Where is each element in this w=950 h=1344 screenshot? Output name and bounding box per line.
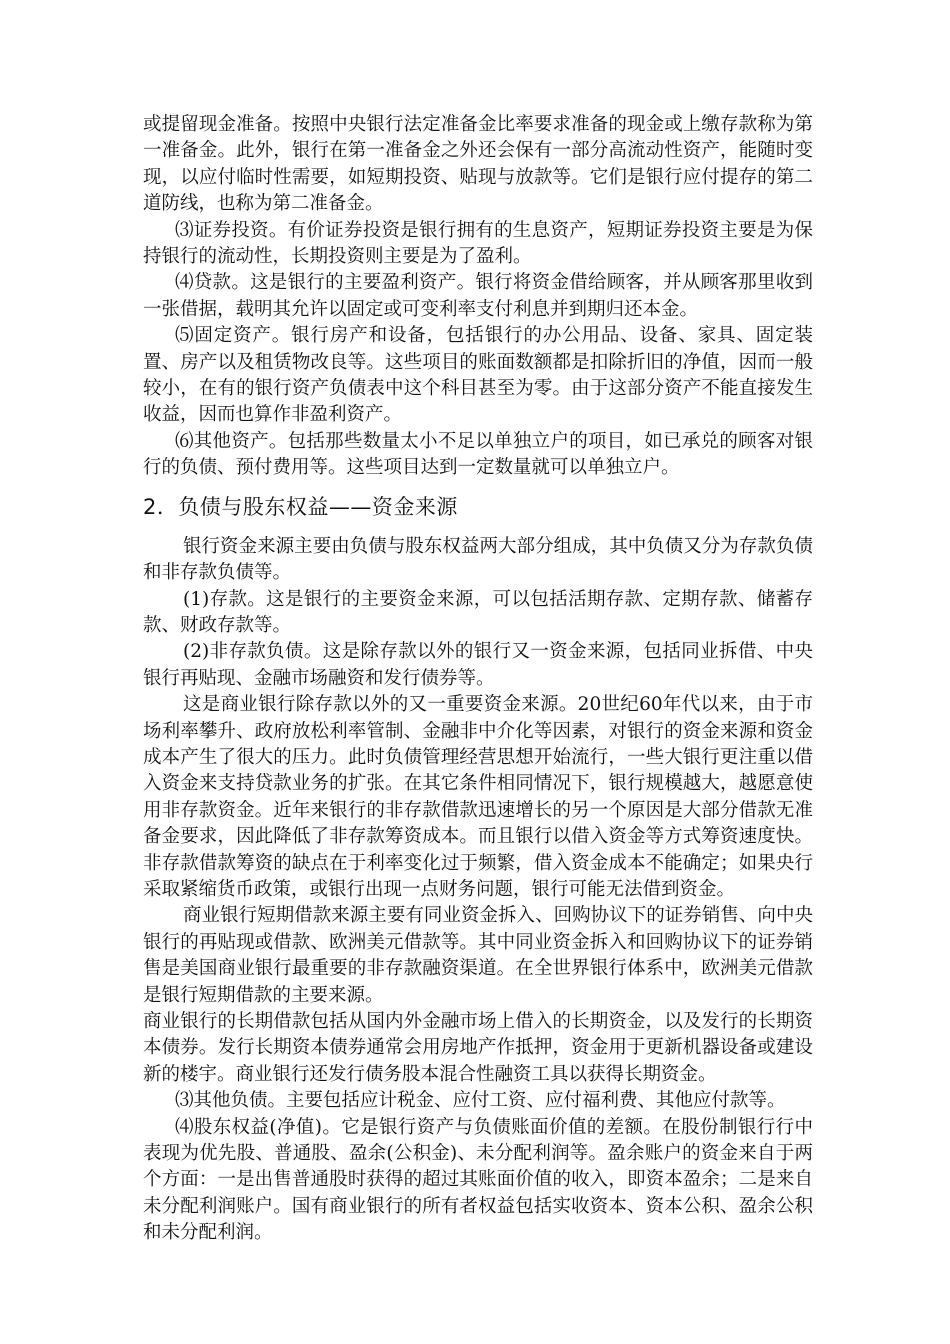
paragraph-other-assets: ⑹其他资产。包括那些数量太小不足以单独立户的项目，如已承兑的顾客对银行的负债、预付费用等。这些项目达到一定数量就可以单独立户。 (143, 430, 813, 479)
paragraph-reserves: 或提留现金准备。按照中央银行法定准备金比率要求准备的现金或上缴存款称为第一准备金。此外，银行在第一准备金之外还会保有一部分高流动性资产，能随时变现，以应付临时性需要，如短期投资、贴现与放款等。它们是银行应付提存的第二道防线，也称为第二准备金。 (143, 114, 813, 215)
paragraph-funding-source: 这是商业银行除存款以外的又一重要资金来源。20世纪60年代以来，由于市场利率攀升、政府放松利率管制、金融非中介化等因素，对银行的资金来源和资金成本产生了很大的压力。此时负债管理经营思想开始流行，一些大银行更注重以借入资金来支持贷款业务的扩张。在其它条件相同情况下，银行规模越大，越愿意使用非存款资金。近年来银行的非存款借款迅速增长的另一个原因是大部分借款无准备金要求，因此降低了非存款筹资成本。而且银行以借入资金等方式筹资速度快。非存款借款筹资的缺点在于利率变化过于频繁，借入资金成本不能确定；如果央行采取紧缩货币政策，或银行出现一点财务问题，银行可能无法借到资金。 (143, 694, 813, 900)
paragraph-loans: ⑷贷款。这是银行的主要盈利资产。银行将资金借给顾客，并从顾客那里收到一张借据，载明其允许以固定或可变利率支付利息并到期归还本金。 (143, 272, 813, 320)
paragraph-short-term: 商业银行短期借款来源主要有同业资金拆入、回购协议下的证券销售、向中央银行的再贴现或借款、欧洲美元借款等。其中同业资金拆入和回购协议下的证券销售是美国商业银行最重要的非存款融资渠道。在全世界银行体系中，欧洲美元借款是银行短期借款的主要来源。 (143, 905, 813, 1006)
document-page (143, 112, 813, 1247)
paragraph-securities: ⑶证券投资。有价证券投资是银行拥有的生息资产，短期证券投资主要是为保持银行的流动性，长期投资则主要是为了盈利。 (143, 219, 813, 268)
paragraph-other-liabilities: ⑶其他负债。主要包括应计税金、应付工资、应付福利费、其他应付款等。 (175, 1090, 786, 1112)
section-heading: 2．负债与股东权益——资金来源 (143, 494, 458, 519)
paragraph-fixed-assets: ⑸固定资产。银行房产和设备，包括银行的办公用品、设备、家具、固定装置、房产以及租赁物改良等。这些项目的账面数额都是扣除折旧的净值，因而一般较小，在有的银行资产负债表中这个科目甚至为零。由于这部分资产不能直接发生收益，因而也算作非盈利资产。 (143, 325, 813, 426)
paragraph-deposits: (1)存款。这是银行的主要资金来源，可以包括活期存款、定期存款、储蓄存款、财政存款等。 (143, 588, 813, 636)
paragraph-intro: 银行资金来源主要由负债与股东权益两大部分组成，其中负债又分为存款负债和非存款负债等。 (143, 535, 813, 584)
paragraph-long-term: 商业银行的长期借款包括从国内外金融市场上借入的长期资金，以及发行的长期资本债券。发行长期资本债券通常会用房地产作抵押，资金用于更新机器设备或建设新的楼宇。商业银行还发行债务股本混合性融资工具以获得长期资金。 (143, 1011, 813, 1085)
paragraph-equity: ⑷股东权益(净值)。它是银行资产与负债账面价值的差额。在股份制银行行中表现为优先股、普通股、盈余(公积金)、未分配利润等。盈余账户的资金来自于两个方面：一是出售普通股时获得的超过其账面价值的收入，即资本盈余；二是来自未分配利润账户。国有商业银行的所有者权益包括实收资本、资本公积、盈余公积和未分配利润。 (143, 1116, 813, 1244)
paragraph-non-deposit: (2)非存款负债。这是除存款以外的银行又一资金来源，包括同业拆借、中央银行再贴现、金融市场融资和发行债券等。 (143, 641, 813, 689)
